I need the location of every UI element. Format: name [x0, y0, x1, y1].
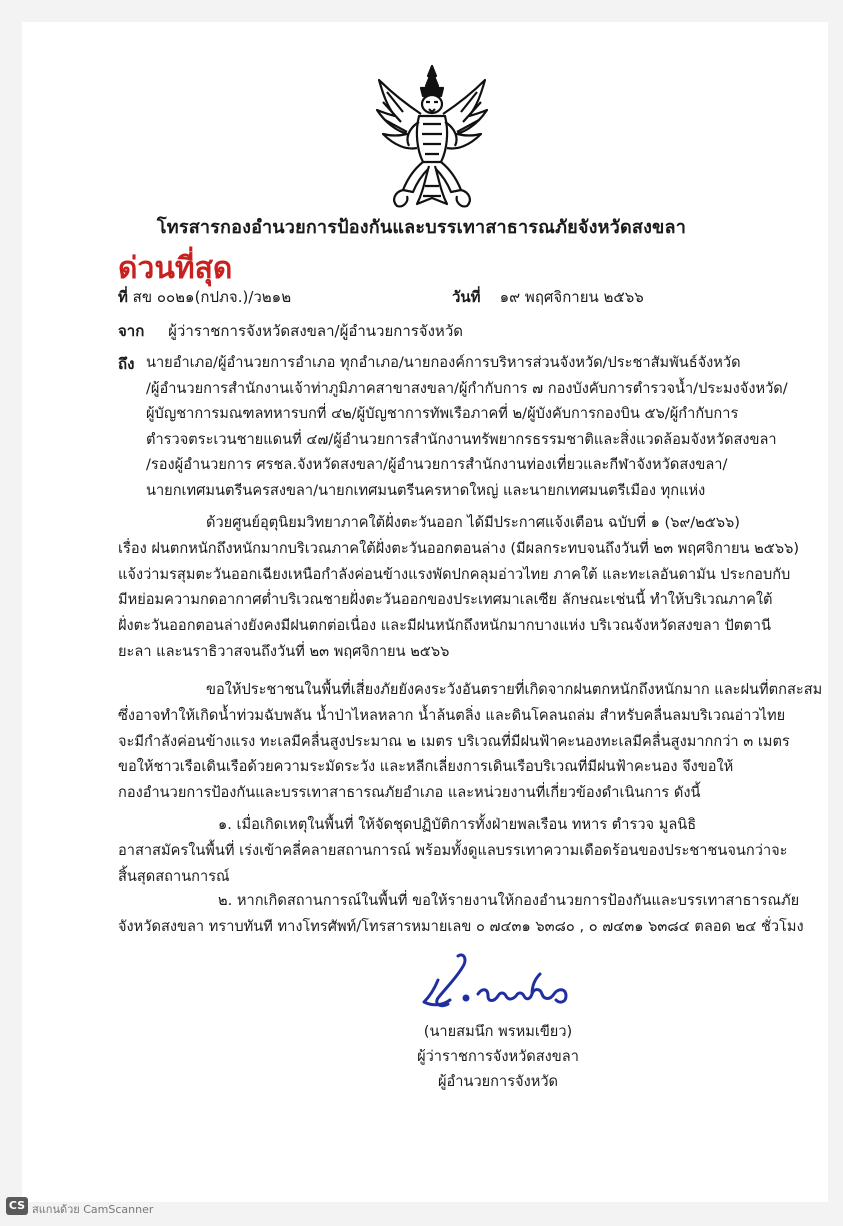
paragraph-line: มีหย่อมความกดอากาศต่ำบริเวณชายฝั่งตะวันออกของประเทศมาเลเซีย ลักษณะเช่นนี้ ทำให้บริเวณภาคใต้	[118, 591, 773, 609]
from-label: จาก	[118, 322, 145, 340]
from-value: ผู้ว่าราชการจังหวัดสงขลา/ผู้อำนวยการจังหวัด	[168, 322, 463, 340]
to-recipient-line: ตำรวจตระเวนชายแดนที่ ๔๗/ผู้อำนวยการสำนักงานทรัพยากรธรรมชาติและสิ่งแวดล้อมจังหวัดสงขลา	[146, 430, 777, 448]
garuda-emblem-icon	[373, 62, 491, 212]
to-recipient-line: นายกเทศมนตรีนครสงขลา/นายกเทศมนตรีนครหาดใหญ่ และนายกเทศมนตรีเมือง ทุกแห่ง	[146, 481, 706, 499]
paragraph-line: แจ้งว่ามรสุมตะวันออกเฉียงเหนือกำลังค่อนข้างแรงพัดปกคลุมอ่าวไทย ภาคใต้ และทะเลอันดามัน ประกอบกับ	[118, 565, 791, 583]
camscanner-watermark: สแกนด้วย CamScanner	[32, 1203, 154, 1216]
urgency-label: ด่วนที่สุด	[118, 251, 233, 286]
document-date-label: วันที่	[452, 288, 481, 306]
document-header-title: โทรสารกองอำนวยการป้องกันและบรรเทาสาธารณภัยจังหวัดสงขลา	[156, 217, 687, 238]
instruction-item-1	[118, 812, 788, 889]
signatory-position: ผู้อำนวยการจังหวัด	[437, 1073, 559, 1090]
signatory-position: ผู้ว่าราชการจังหวัดสงขลา	[417, 1048, 579, 1065]
paragraph-line: ขอให้ประชาชนในพื้นที่เสี่ยงภัยยังคงระวังอันตรายที่เกิดจากฝนตกหนักถึงหนักมาก และฝนที่ตกสะสม	[206, 681, 823, 698]
paragraph-line: ๑. เมื่อเกิดเหตุในพื้นที่ ให้จัดชุดปฏิบัติการทั้งฝ่ายพลเรือน ทหาร ตำรวจ มูลนิธิ	[218, 816, 697, 833]
document-date	[452, 285, 644, 309]
signatory-block	[388, 1019, 608, 1094]
handwritten-signature-icon	[420, 950, 590, 1012]
paragraph-line: อาสาสมัครในพื้นที่ เร่งเข้าคลี่คลายสถานการณ์ พร้อมทั้งดูแลบรรเทาความเดือดร้อนของประชาชนจนกว่าจะ	[118, 841, 788, 859]
paragraph-line: ๒. หากเกิดสถานการณ์ในพื้นที่ ขอให้รายงานให้กองอำนวยการป้องกันและบรรเทาสาธารณภัย	[218, 892, 800, 909]
document-number-label: ที่	[118, 288, 128, 306]
paragraph-line: ขอให้ชาวเรือเดินเรือด้วยความระมัดระวัง และหลีกเลี่ยงการเดินเรือบริเวณที่มีฝนฟ้าคะนอง จึงขอให้	[118, 758, 734, 776]
document-number-value: สข ๐๐๒๑(กปภจ.)/ว๒๑๒	[132, 288, 292, 306]
paragraph-line: ยะลา และนราธิวาสจนถึงวันที่ ๒๓ พฤศจิกายน ๒๕๖๖	[118, 642, 450, 660]
paragraph-line: จังหวัดสงขลา ทราบทันที ทางโทรศัพท์/โทรสารหมายเลข ๐ ๗๔๓๑ ๖๓๘๐ , ๐ ๗๔๓๑ ๖๓๘๔ ตลอด ๒๔ ชั่วโมง	[118, 917, 804, 935]
signatory-name: (นายสมนึก พรหมเขียว)	[423, 1023, 573, 1040]
to-label: ถึง	[118, 355, 135, 373]
to-recipient-line: /ผู้อำนวยการสำนักงานเจ้าท่าภูมิภาคสาขาสงขลา/ผู้กำกับการ ๗ กองบังคับการตำรวจน้ำ/ประมงจังหวัด/	[146, 379, 788, 397]
paragraph-line: ด้วยศูนย์อุตุนิยมวิทยาภาคใต้ฝั่งตะวันออก ได้มีประกาศแจ้งเตือน ฉบับที่ ๑ (๖๙/๒๕๖๖)	[206, 514, 740, 531]
document-number	[118, 285, 291, 309]
to-recipient-line: /รองผู้อำนวยการ ศรชล.จังหวัดสงขลา/ผู้อำนวยการสำนักงานท่องเที่ยวและกีฬาจังหวัดสงขลา/	[146, 456, 728, 474]
paragraph-line: จะมีกำลังค่อนข้างแรง ทะเลมีคลื่นสูงประมาณ ๒ เมตร บริเวณที่มีฝนฟ้าคะนองทะเลมีคลื่นสูงมากกว่า ๓ เมตร	[118, 732, 790, 750]
instruction-item-2	[118, 888, 804, 940]
paragraph-line: กองอำนวยการป้องกันและบรรเทาสาธารณภัยอำเภอ และหน่วยงานที่เกี่ยวข้องดำเนินการ ดังนี้	[118, 784, 701, 802]
paragraph-announcement	[118, 510, 800, 665]
paragraph-line: สิ้นสุดสถานการณ์	[118, 867, 230, 885]
paragraph-line: เรื่อง ฝนตกหนักถึงหนักมากบริเวณภาคใต้ฝั่งตะวันออกตอนล่าง (มีผลกระทบจนถึงวันที่ ๒๓ พฤศจิกายน ๒๕๖๖)	[118, 539, 800, 557]
paragraph-warning	[118, 677, 823, 806]
document-date-value: ๑๙ พฤศจิกายน ๒๕๖๖	[499, 288, 644, 306]
paragraph-line: ฝั่งตะวันออกตอนล่างยังคงมีฝนตกต่อเนื่อง และมีฝนหนักถึงหนักมากบางแห่ง บริเวณจังหวัดสงขลา ปัตตานี	[118, 617, 771, 635]
to-recipient-line: ผู้บัญชาการมณฑลทหารบกที่ ๔๒/ผู้บัญชาการทัพเรือภาคที่ ๒/ผู้บังคับการกองบิน ๕๖/ผู้กำกับการ	[146, 405, 739, 423]
to-recipient-line: นายอำเภอ/ผู้อำนวยการอำเภอ ทุกอำเภอ/นายกองค์การบริหารส่วนจังหวัด/ประชาสัมพันธ์จังหวัด	[146, 354, 741, 371]
from-line	[118, 319, 463, 343]
paragraph-line: ซึ่งอาจทำให้เกิดน้ำท่วมฉับพลัน น้ำป่าไหลหลาก น้ำล้นตลิ่ง และดินโคลนถล่ม สำหรับคลื่นลมบริเวณอ่าวไทย	[118, 706, 786, 724]
camscanner-logo: CS	[6, 1197, 28, 1215]
to-recipients	[146, 350, 788, 504]
